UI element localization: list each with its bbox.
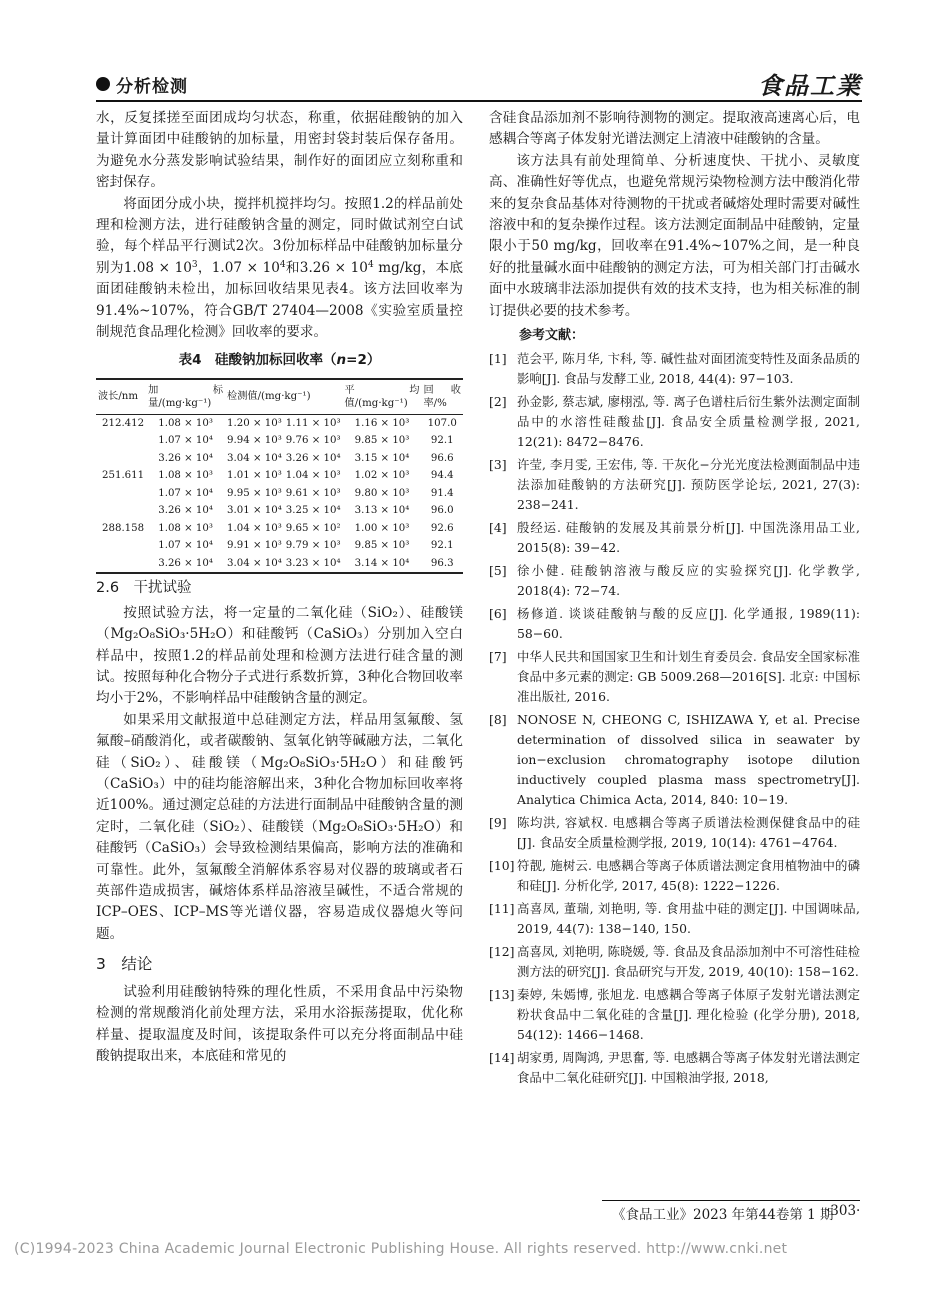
table-cell: 1.04 × 10³: [285, 470, 341, 482]
table-cell: 212.412: [102, 417, 145, 429]
table-cell: 1.11 × 10³: [285, 417, 341, 429]
table-cell: 9.79 × 10³: [285, 540, 341, 552]
table-cell: 1.08 × 10³: [158, 470, 213, 482]
reference-number: [14]: [489, 1050, 515, 1066]
reference-item: [489, 455, 860, 515]
table-cell: 9.65 × 10²: [285, 522, 341, 534]
table-header: 波长/nm: [96, 379, 146, 415]
left-paragraph-1: 水，反复揉搓至面团成均匀状态，称重，依据硅酸钠的加入量计算面团中硅酸钠的加标量，用密封袋封装后保存备用。为避免水分蒸发影响试验结果，制作好的面团应立刻称重和密封保存。: [96, 110, 463, 191]
reference-number: [10]: [489, 858, 515, 874]
table-cell: 96.6: [430, 452, 454, 464]
table-cell: [96, 485, 146, 503]
footer-rule: [602, 1200, 860, 1201]
reference-number: [6]: [489, 606, 507, 622]
reference-text: 胡家勇, 周陶鸿, 尹思奮, 等. 电感耦合等离子体发射光谱法测定食品中二氧化硅研究[J]. 中国粮油学报, 2018,: [517, 1050, 860, 1086]
reference-number: [1]: [489, 351, 507, 367]
reference-item: [489, 710, 860, 810]
journal-logo: 食品工業: [758, 71, 862, 100]
reference-item: [489, 604, 860, 644]
reference-number: [4]: [489, 520, 507, 536]
reference-text: 许莹, 李月雯, 王宏伟, 等. 干灰化−分光光度法检测面制品中违法添加硅酸钠的方法研究[J]. 预防医学论坛, 2021, 27(3): 238−241.: [517, 457, 860, 513]
reference-number: [11]: [489, 901, 515, 917]
right-paragraph-1: 含硅食品添加剂不影响待测物的测定。提取液高速离心后，电感耦合等离子体发射光谱法测定上清液中硅酸钠的含量。: [489, 110, 860, 148]
left-column: [96, 108, 463, 1067]
table-cell: [96, 432, 146, 450]
table-cell: [96, 450, 146, 468]
table-cell: 3.13 × 10⁴: [354, 505, 410, 517]
table-header: 检测值/(mg·kg⁻¹): [225, 379, 343, 415]
right-column: [489, 108, 860, 1091]
table-cell: 1.04 × 10³: [227, 522, 282, 534]
section-2-6-heading: 2.6 干扰试验: [96, 580, 192, 597]
reference-text: NONOSE N, CHEONG C, ISHIZAWA Y, et al. Precise determination of dissolved silica in seawater by ion−exclusion chromatography isotope dilution inductively coupled plasma mass spectrometry[J]. Analytica Chimica Acta, 2014, 840: 10−19.: [517, 712, 860, 808]
table-cell: 96.0: [430, 505, 454, 517]
table-cell: 1.01 × 10³: [227, 470, 282, 482]
left-paragraph-5: 试验利用硅酸钠特殊的理化性质，不采用食品中污染物检测的常规酸消化前处理方法，采用水浴振荡提取，优化称样量、提取温度及时间，该提取条件可以充分将面制品中硅酸钠提取出来，本底硅和常见的: [96, 983, 463, 1064]
table-cell: 1.20 × 10³: [227, 417, 282, 429]
reference-text: 符靓, 施树云. 电感耦合等离子体质谱法测定食用植物油中的磷和硅[J]. 分析化学, 2017, 45(8): 1222−1226.: [517, 858, 860, 894]
table-header: 加标量/(mg·kg⁻¹): [146, 379, 225, 415]
table-cell: 3.25 × 10⁴: [285, 505, 341, 517]
table-cell: 1.16 × 10³: [354, 417, 410, 429]
section-3-heading: 3 结论: [96, 955, 153, 974]
table-cell: 1.08 × 10³: [158, 417, 213, 429]
table-cell: 9.85 × 10³: [354, 540, 410, 552]
table-row: [96, 537, 463, 555]
reference-text: 徐小健. 硅酸钠溶液与酸反应的实验探究[J]. 化学教学, 2018(4): 72−74.: [517, 563, 860, 599]
table-row: [96, 414, 463, 432]
reference-text: 范会平, 陈月华, 卞科, 等. 碱性盐对面团流变特性及面条品质的影响[J]. 食品与发酵工业, 2018, 44(4): 97−103.: [517, 351, 860, 387]
table-header: 平均值/(mg·kg⁻¹): [343, 379, 422, 415]
table-cell: 3.04 × 10⁴: [227, 452, 282, 464]
reference-number: [13]: [489, 987, 515, 1003]
header-rule: [96, 100, 862, 102]
reference-number: [3]: [489, 457, 507, 473]
table-cell: 9.95 × 10³: [227, 487, 282, 499]
table-cell: [96, 555, 146, 574]
table-cell: 9.85 × 10³: [354, 435, 410, 447]
reference-item: [489, 813, 860, 853]
table-cell: 3.26 × 10⁴: [158, 452, 213, 464]
reference-item: [489, 1048, 860, 1088]
table-cell: 3.04 × 10⁴: [225, 555, 284, 574]
table-cell: 3.26 × 10⁴: [285, 452, 341, 464]
table-cell: 3.26 × 10⁴: [158, 505, 213, 517]
reference-text: 杨修道. 谈谈硅酸钠与酸的反应[J]. 化学通报, 1989(11): 58−60.: [517, 606, 860, 642]
table-caption: 表4 硅酸钠加标回收率（n=2）: [178, 352, 381, 369]
footer-journal: 《食品工业》2023 年第44卷第 1 期: [612, 1207, 834, 1223]
table-cell: 288.158: [102, 522, 145, 534]
reference-item: [489, 561, 860, 601]
table-cell: 91.4: [430, 487, 454, 499]
left-paragraph-4: 如果采用文献报道中总硅测定方法，样品用氢氟酸、氢氟酸–硝酸消化，或者碳酸钠、氢氧化钠等碱融方法，二氧化硅（SiO₂）、硅酸镁（Mg₂O₈SiO₃·5H₂O）和硅酸钙（CaSiO₃）中的硅均能溶解出来，3种化合物加标回收率将近100%。通过测定总硅的方法进行面制品中硅酸钠含量的测定时，二氧化硅（SiO₂）、硅酸镁（Mg₂O₈SiO₃·5H₂O）和硅酸钙（CaSiO₃）会导致检测结果偏高，影响方法的准确和可靠性。此外，氢氟酸全消解体系容易对仪器的玻璃或者石英部件造成损害，碱熔体系样品溶液呈碱性，不适合常规的ICP–OES、ICP–MS等光谱仪器，容易造成仪器熄火等问题。: [96, 711, 463, 942]
reference-number: [2]: [489, 394, 507, 410]
table-row: [96, 450, 463, 468]
table-cell: 9.76 × 10³: [285, 435, 341, 447]
section-header: 分析检测: [116, 77, 188, 97]
table-cell: 92.6: [430, 522, 454, 534]
table-cell: 3.23 × 10⁴: [284, 555, 343, 574]
table-cell: 92.1: [430, 435, 454, 447]
table-header: 回收率/%: [421, 379, 463, 415]
left-paragraph-3: 按照试验方法，将一定量的二氧化硅（SiO₂）、硅酸镁（Mg₂O₈SiO₃·5H₂O）和硅酸钙（CaSiO₃）分别加入空白样品中，按照1.2的样品前处理和检测方法进行硅含量的测试。按照每种化合物分子式进行系数折算，3种化合物回收率均小于2%，不影响样品中硅酸钠含量的测定。: [96, 604, 463, 707]
reference-item: [489, 392, 860, 452]
table-cell: 92.1: [430, 540, 454, 552]
table-cell: 96.3: [421, 555, 463, 574]
reference-text: 殷经运. 硅酸钠的发展及其前景分析[J]. 中国洗涤用品工业, 2015(8): 39−42.: [517, 520, 860, 556]
table-cell: 3.26 × 10⁴: [146, 555, 225, 574]
table-cell: 1.00 × 10³: [354, 522, 410, 534]
reference-text: 中华人民共和国国家卫生和计划生育委员会. 食品安全国家标准 食品中多元素的测定: GB 5009.268—2016[S]. 北京: 中国标准出版社, 2016.: [517, 649, 860, 705]
table-cell: 9.94 × 10³: [227, 435, 282, 447]
table-cell: 3.14 × 10⁴: [343, 555, 422, 574]
reference-number: [8]: [489, 712, 507, 728]
table-cell: 1.07 × 10⁴: [158, 540, 213, 552]
reference-item: [489, 647, 860, 707]
table-row: [96, 432, 463, 450]
reference-number: [5]: [489, 563, 507, 579]
reference-text: 秦婷, 朱嫣博, 张旭龙. 电感耦合等离子体原子发射光谱法测定粉状食品中二氧化硅的含量[J]. 理化检验 (化学分册), 2018, 54(12): 1466−1468.: [517, 987, 860, 1043]
reference-number: [9]: [489, 815, 507, 831]
bullet-icon: [96, 77, 110, 91]
copyright-line: (C)1994-2023 China Academic Journal Electronic Publishing House. All rights reserved. http://www.cnki.net: [14, 1241, 788, 1257]
table-cell: [96, 537, 146, 555]
table-cell: 9.91 × 10³: [227, 540, 282, 552]
table-cell: 1.08 × 10³: [158, 522, 213, 534]
references-heading: 参考文献：: [519, 328, 585, 344]
table-cell: [96, 502, 146, 520]
reference-item: [489, 518, 860, 558]
reference-item: [489, 899, 860, 939]
table-cell: 1.02 × 10³: [354, 470, 410, 482]
reference-item: [489, 856, 860, 896]
reference-number: [12]: [489, 944, 515, 960]
reference-number: [7]: [489, 649, 507, 665]
table-cell: 94.4: [430, 470, 454, 482]
references-list: [489, 349, 860, 1088]
table-row: [96, 485, 463, 503]
reference-text: 高喜凤, 刘艳明, 陈晓媛, 等. 食品及食品添加剂中不可溶性硅检测方法的研究[J]. 食品研究与开发, 2019, 40(10): 158−162.: [517, 944, 860, 980]
recovery-table: [96, 378, 463, 575]
left-paragraph-2: 将面团分成小块，搅拌机搅拌均匀。按照1.2的样品前处理和检测方法，进行硅酸钠含量的测定，同时做试剂空白试验，每个样品平行测试2次。3份加标样品中硅酸钠加标量分别为$1.08 \times 10^3$，$1.07 \times 10^4$和$3.26 \times 10^4$ mg/kg，本底面团硅酸钠未检出，加标回收结果见表4。该方法回收率为91.4%~107%，符合GB/T 27404—2008《实验室质量控制规范食品理化检测》回收率的要求。: [96, 195, 463, 341]
table-row: [96, 520, 463, 538]
reference-text: 孙金影, 蔡志斌, 廖栩泓, 等. 离子色谱柱后衍生紫外法测定面制品中的水溶性硅酸盐[J]. 食品安全质量检测学报, 2021, 12(21): 8472−8476.: [517, 394, 860, 450]
reference-text: 高喜凤, 董瑞, 刘艳明, 等. 食用盐中硅的测定[J]. 中国调味品, 2019, 44(7): 138−140, 150.: [517, 901, 860, 937]
table-cell: 1.07 × 10⁴: [158, 487, 213, 499]
table-cell: 3.01 × 10⁴: [227, 505, 282, 517]
reference-item: [489, 942, 860, 982]
table-row: [96, 467, 463, 485]
reference-item: [489, 985, 860, 1045]
table-cell: 9.61 × 10³: [285, 487, 341, 499]
right-paragraph-2: 该方法具有前处理简单、分析速度快、干扰小、灵敏度高、准确性好等优点，也避免常规污染物检测方法中酸消化带来的复杂食品基体对待测物的干扰或者碱熔处理时需要对碱性溶液中和的复杂操作过程。该方法测定面制品中硅酸钠，定量限小于50 mg/kg，回收率在91.4%~107%之间，是一种良好的批量碱水面中硅酸钠的测定方法，可为相关部门打击碱水面中水玻璃非法添加提供有效的技术支持，也为相关标准的制订提供必要的技术参考。: [489, 152, 860, 319]
page-number: ·303·: [826, 1203, 861, 1219]
reference-text: 陈均洪, 容斌权. 电感耦合等离子质谱法检测保健食品中的硅[J]. 食品安全质量检测学报, 2019, 10(14): 4761−4764.: [517, 815, 860, 851]
table-cell: 251.611: [102, 470, 145, 482]
table-cell: 1.07 × 10⁴: [158, 435, 213, 447]
table-cell: 107.0: [427, 417, 457, 429]
table-cell: 9.80 × 10³: [354, 487, 410, 499]
reference-item: [489, 349, 860, 389]
table-row: [96, 555, 463, 574]
table-row: [96, 502, 463, 520]
table-cell: 3.15 × 10⁴: [354, 452, 410, 464]
